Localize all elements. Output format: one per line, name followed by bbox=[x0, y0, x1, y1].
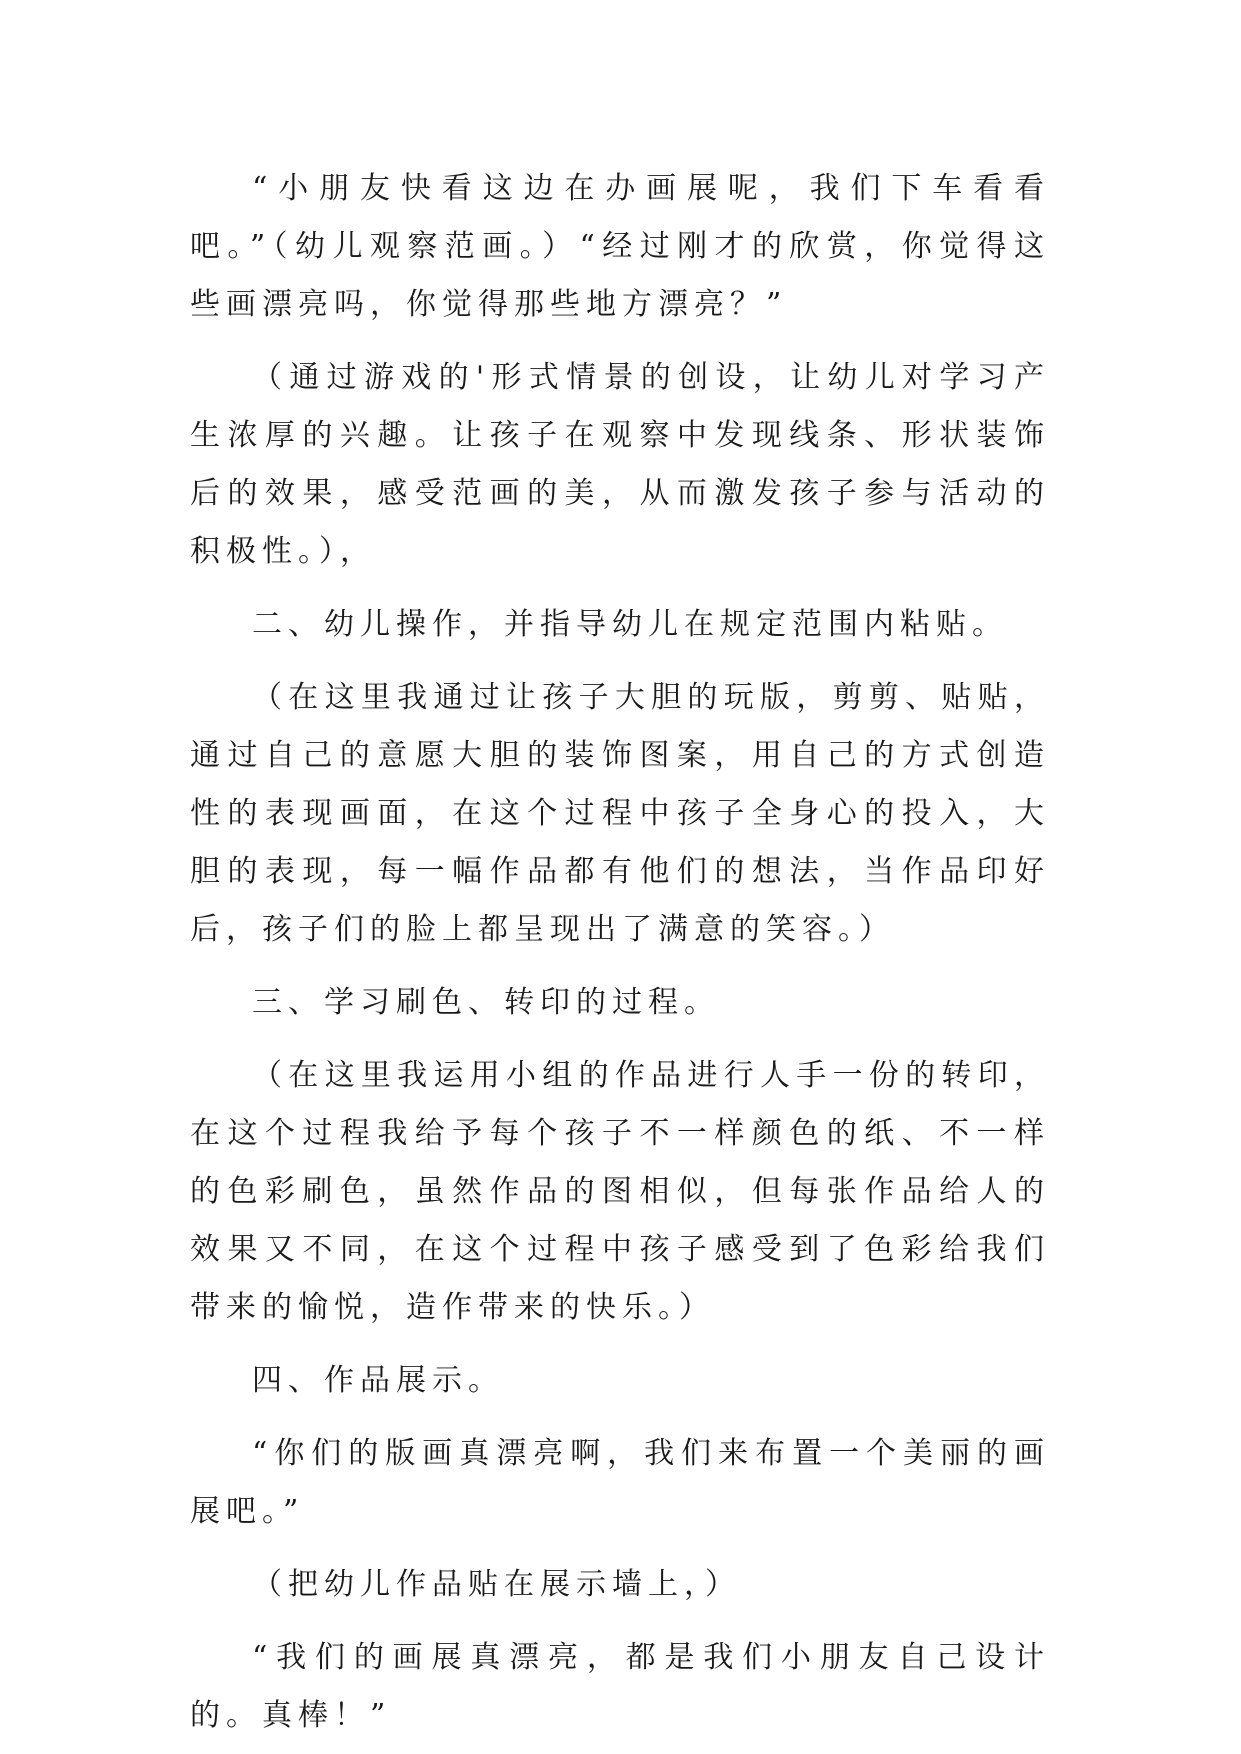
heading-step-four: 四、作品展示。 bbox=[252, 1363, 504, 1398]
paragraph-praise-quote: “你们的版画真漂亮啊，我们来布置一个美丽的画展吧。” bbox=[190, 1436, 1050, 1529]
paragraph-exhibition-intro: “小朋友快看这边在办画展呢，我们下车看看吧。”（幼儿观察范画。）“经过刚才的欣赏，你觉得这些画漂亮吗，你觉得那些地方漂亮？” bbox=[190, 171, 1050, 322]
paragraph-closing-quote: “我们的画展真漂亮，都是我们小朋友自己设计的。真棒！” bbox=[190, 1640, 1050, 1733]
heading-step-two: 二、幼儿操作，并指导幼儿在规定范围内粘贴。 bbox=[252, 607, 1008, 642]
heading-step-three: 三、学习刷色、转印的过程。 bbox=[252, 985, 720, 1020]
paragraph-operation-note: （在这里我通过让孩子大胆的玩版，剪剪、贴贴，通过自己的意愿大胆的装饰图案，用自己的方式创造性的表现画面，在这个过程中孩子全身心的投入，大胆的表现，每一幅作品都有他们的想法，当作品印好后，孩子们的脸上都呈现出了满意的笑容。） bbox=[190, 680, 1050, 947]
document-body bbox=[190, 160, 1050, 1745]
paragraph-game-note: （通过游戏的'形式情景的创设，让幼儿对学习产生浓厚的兴趣。让孩子在观察中发现线条、形状装饰后的效果，感受范画的美，从而激发孩子参与活动的积极性。）， bbox=[190, 360, 1050, 569]
paragraph-display-note: （把幼儿作品贴在展示墙上，） bbox=[252, 1567, 741, 1602]
paragraph-printing-note: （在这里我运用小组的作品进行人手一份的转印，在这个过程我给予每个孩子不一样颜色的纸、不一样的色彩刷色，虽然作品的图相似，但每张作品给人的效果又不同，在这个过程中孩子感受到了色彩给我们带来的愉悦，造作带来的快乐。） bbox=[190, 1058, 1050, 1325]
